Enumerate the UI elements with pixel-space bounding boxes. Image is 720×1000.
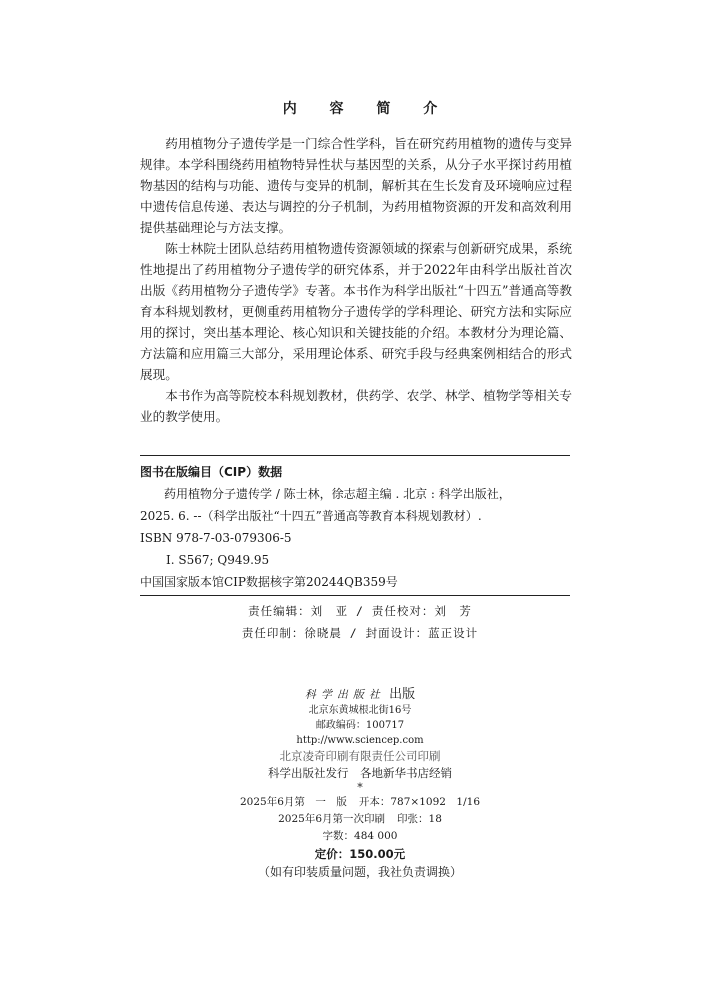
- intro-paragraph: 本书作为高等院校本科规划教材，供药学、农学、林学、植物学等相关专业的教学使用。: [140, 388, 572, 424]
- intro-paragraph: 药用植物分子遗传学是一门综合性学科，旨在研究药用植物的遗传与变异规律。本学科围绕药用植物特异性状与基因型的关系，从分子水平探讨药用植物基因的结构与功能、遗传与变异的机制，解析其在生长发育及环境响应过程中遗传信息传递、表达与调控的分子机制，为药用植物资源的开发和高效利用提供基础理论与方法支撑。: [140, 136, 572, 235]
- quality-note: （如有印装质量问题，我社负责调换）: [257, 865, 462, 879]
- divider: [140, 595, 570, 596]
- postcode: 邮政编码：100717: [315, 720, 405, 731]
- cip-bibliographic-line: 药用植物分子遗传学 / 陈士林，徐志超主编 . 北京 : 科学出版社，: [164, 487, 511, 501]
- price: 定价：150.00元: [314, 847, 406, 861]
- page-title: 内 容 简 介: [282, 101, 452, 117]
- publisher-line: [0, 686, 720, 703]
- cip-isbn: ISBN 978-7-03-079306-5: [140, 531, 292, 545]
- edition-line: [0, 794, 720, 811]
- cip-record-number: 中国国家版本馆CIP数据核字第20244QB359号: [140, 575, 398, 589]
- introduction: [140, 133, 572, 427]
- sheets: 印张：18: [397, 813, 442, 825]
- publisher-logo: 科学出版社: [304, 688, 385, 701]
- publisher-address: 北京东黄城根北街16号: [308, 705, 412, 716]
- staff-credits: [0, 600, 720, 644]
- printing-line: [0, 811, 720, 828]
- edition: 2025年6月第 一 版: [239, 796, 347, 808]
- printing: 2025年6月第一次印刷: [278, 813, 386, 825]
- imprint-block: [0, 686, 720, 881]
- editor-credit: 责任编辑：刘 亚 / 责任校对：刘 芳: [248, 604, 472, 618]
- intro-paragraph: 陈士林院士团队总结药用植物遗传资源领域的探索与创新研究成果，系统性地提出了药用植物分子遗传学的研究体系，并于2022年由科学出版社首次出版《药用植物分子遗传学》专著。本书作为科学出版社“十四五”普通高等教育本科规划教材，更侧重药用植物分子遗传学的学科理论、研究方法和实际应用的探讨，突出基本理论、核心知识和关键技能的介绍。本教材分为理论篇、方法篇和应用篇三大部分，采用理论体系、研究手段与经典案例相结合的形式展现。: [140, 241, 572, 382]
- separator-star: *: [357, 781, 363, 794]
- word-count: 字数：484 000: [322, 830, 398, 842]
- divider: [140, 455, 570, 456]
- cip-heading: 图书在版编目（CIP）数据: [140, 465, 283, 479]
- printer: 北京凌奇印刷有限责任公司印刷: [279, 749, 441, 763]
- cip-series-line: 2025. 6. --（科学出版社“十四五”普通高等教育本科规划教材）.: [140, 509, 482, 523]
- format: 开本：787×1092 1/16: [358, 796, 481, 808]
- cip-block: [140, 461, 572, 593]
- cip-classification: Ⅰ. S567; Q949.95: [166, 553, 270, 567]
- website: http://www.sciencep.com: [296, 735, 424, 746]
- production-credit: 责任印制：徐晓晨 / 封面设计：蓝正设计: [241, 626, 479, 640]
- distribution: 科学出版社发行 各地新华书店经销: [268, 766, 452, 780]
- publisher-suffix: 出版: [389, 687, 416, 702]
